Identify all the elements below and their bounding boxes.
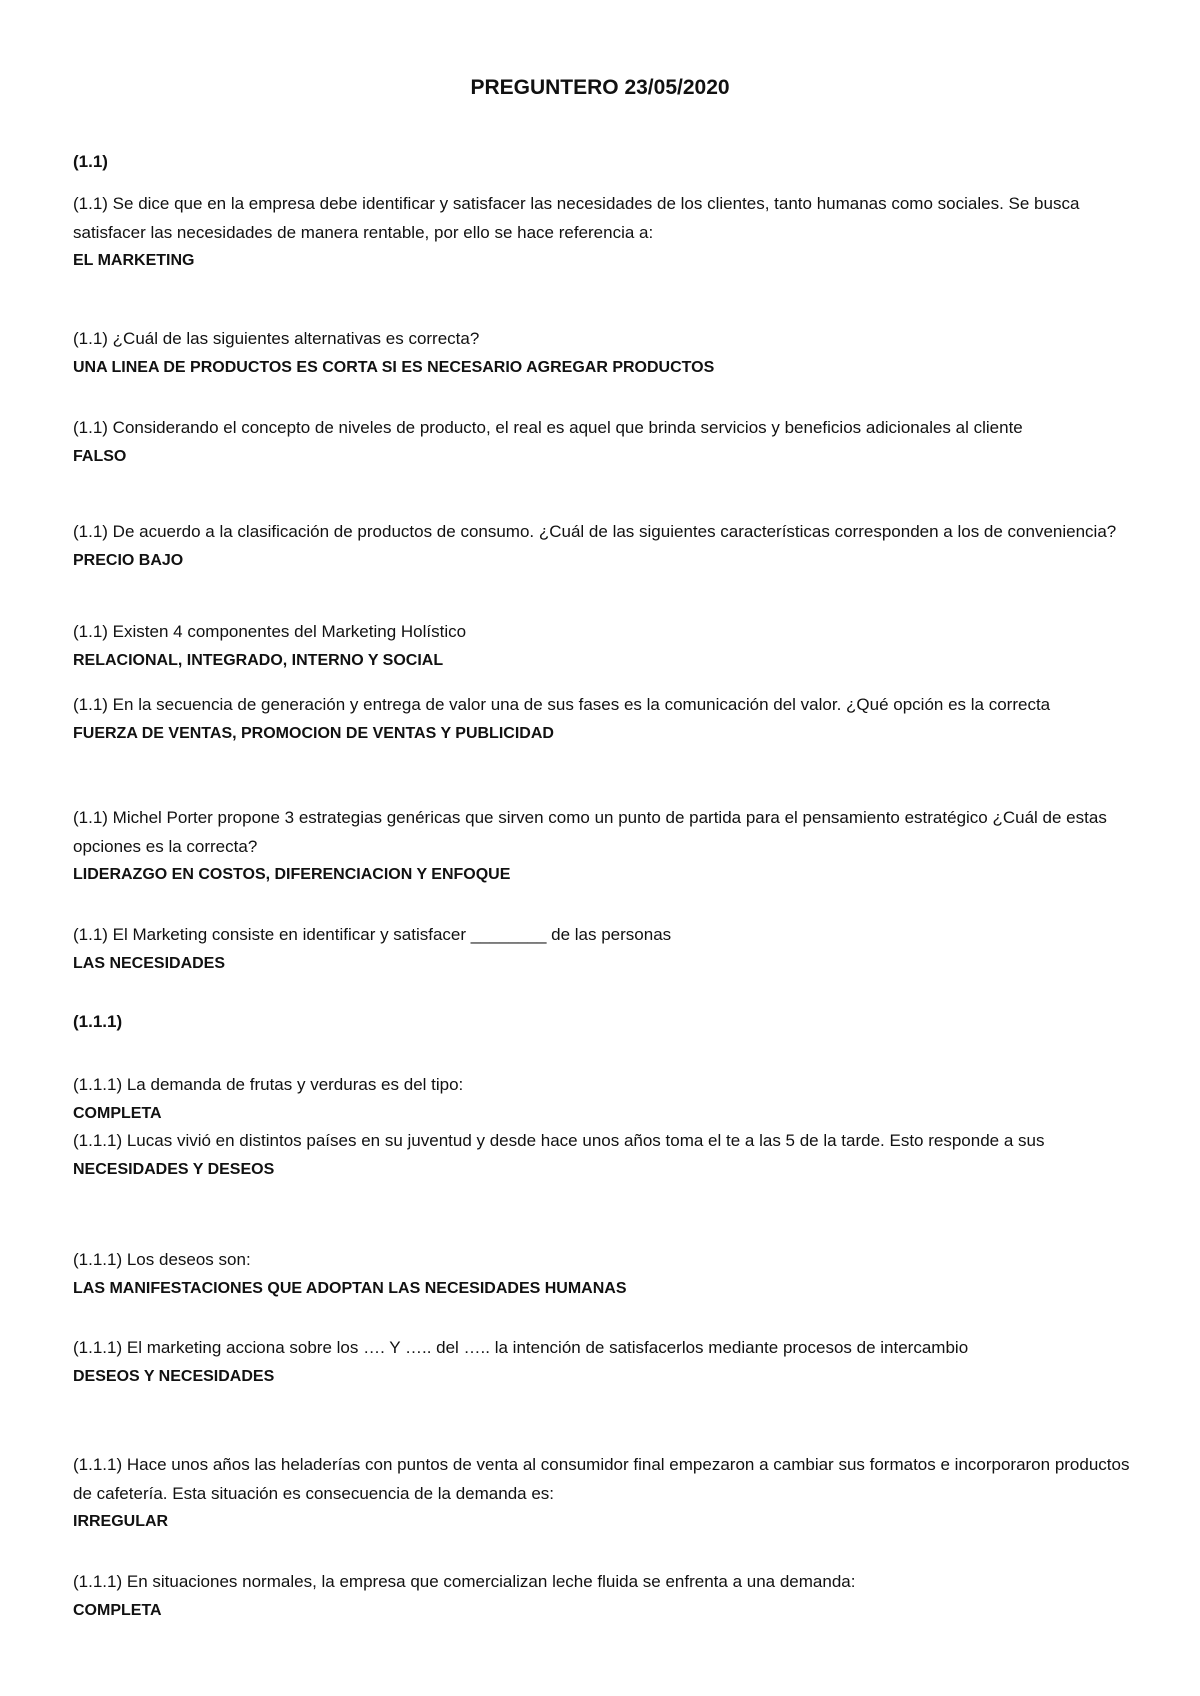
- qa-item: [73, 1568, 1133, 1625]
- answer-text: COMPLETA: [73, 1104, 162, 1122]
- section-heading-1-1: (1.1): [73, 152, 108, 171]
- question-text: (1.1) Existen 4 componentes del Marketing Holístico: [73, 622, 467, 641]
- qa-item: [73, 921, 1133, 978]
- qa-item: [73, 1246, 1133, 1303]
- question-text: (1.1.1) Los deseos son:: [73, 1250, 251, 1269]
- qa-item: [73, 618, 1133, 675]
- question-text: (1.1.1) Lucas vivió en distintos países en su juventud y desde hace unos años toma el te a las 5 de la tarde. Esto responde a sus: [73, 1131, 1045, 1150]
- question-text: (1.1.1) Hace unos años las heladerías con puntos de venta al consumidor final empezaron a cambiar sus formatos e incorporaron productos de cafetería. Esta situación es consecuencia de la demanda es:: [73, 1455, 1130, 1503]
- question-text: (1.1.1) El marketing acciona sobre los …. Y ….. del ….. la intención de satisfacerlos mediante procesos de intercambio: [73, 1338, 969, 1357]
- qa-item: [73, 325, 1133, 382]
- answer-text: EL MARKETING: [73, 252, 195, 269]
- section-heading-1-1-1: (1.1.1): [73, 1012, 123, 1031]
- qa-item: [73, 1334, 1133, 1391]
- question-text: (1.1) En la secuencia de generación y entrega de valor una de sus fases es la comunicación del valor. ¿Qué opción es la correcta: [73, 695, 1051, 714]
- qa-item: [73, 414, 1133, 471]
- qa-item: [73, 691, 1133, 748]
- answer-text: LAS NECESIDADES: [73, 954, 226, 972]
- answer-text: NECESIDADES Y DESEOS: [73, 1160, 275, 1178]
- answer-text: PRECIO BAJO: [73, 551, 184, 569]
- page-title: PREGUNTERO 23/05/2020: [470, 76, 730, 99]
- qa-item: [73, 804, 1133, 890]
- question-text: (1.1) El Marketing consiste en identificar y satisfacer ________ de las personas: [73, 925, 672, 944]
- question-text: (1.1) ¿Cuál de las siguientes alternativas es correcta?: [73, 329, 480, 348]
- answer-text: LIDERAZGO EN COSTOS, DIFERENCIACION Y ENFOQUE: [73, 866, 511, 883]
- question-text: (1.1) Se dice que en la empresa debe identificar y satisfacer las necesidades de los clientes, tanto humanas como sociales. Se busca satisfacer las necesidades de manera rentable, por ello se hace referencia a:: [73, 194, 1080, 242]
- qa-item: [73, 518, 1133, 575]
- answer-text: FUERZA DE VENTAS, PROMOCION DE VENTAS Y PUBLICIDAD: [73, 724, 554, 742]
- question-text: (1.1.1) En situaciones normales, la empresa que comercializan leche fluida se enfrenta a una demanda:: [73, 1572, 856, 1591]
- answer-text: LAS MANIFESTACIONES QUE ADOPTAN LAS NECESIDADES HUMANAS: [73, 1279, 627, 1297]
- answer-text: UNA LINEA DE PRODUCTOS ES CORTA SI ES NECESARIO AGREGAR PRODUCTOS: [73, 358, 715, 376]
- answer-text: RELACIONAL, INTEGRADO, INTERNO Y SOCIAL: [73, 651, 444, 669]
- qa-item: [73, 1071, 1133, 1128]
- answer-text: COMPLETA: [73, 1601, 162, 1619]
- answer-text: IRREGULAR: [73, 1513, 169, 1530]
- qa-item: [73, 1451, 1133, 1537]
- question-text: (1.1) Considerando el concepto de niveles de producto, el real es aquel que brinda servicios y beneficios adicionales al cliente: [73, 418, 1023, 437]
- qa-item: [73, 1127, 1133, 1184]
- answer-text: DESEOS Y NECESIDADES: [73, 1367, 275, 1385]
- answer-text: FALSO: [73, 447, 127, 465]
- qa-item: [73, 190, 1133, 276]
- question-text: (1.1) De acuerdo a la clasificación de productos de consumo. ¿Cuál de las siguientes características corresponden a los de conveniencia?: [73, 522, 1117, 541]
- question-text: (1.1) Michel Porter propone 3 estrategias genéricas que sirven como un punto de partida para el pensamiento estratégico ¿Cuál de estas opciones es la correcta?: [73, 808, 1107, 856]
- question-text: (1.1.1) La demanda de frutas y verduras es del tipo:: [73, 1075, 464, 1094]
